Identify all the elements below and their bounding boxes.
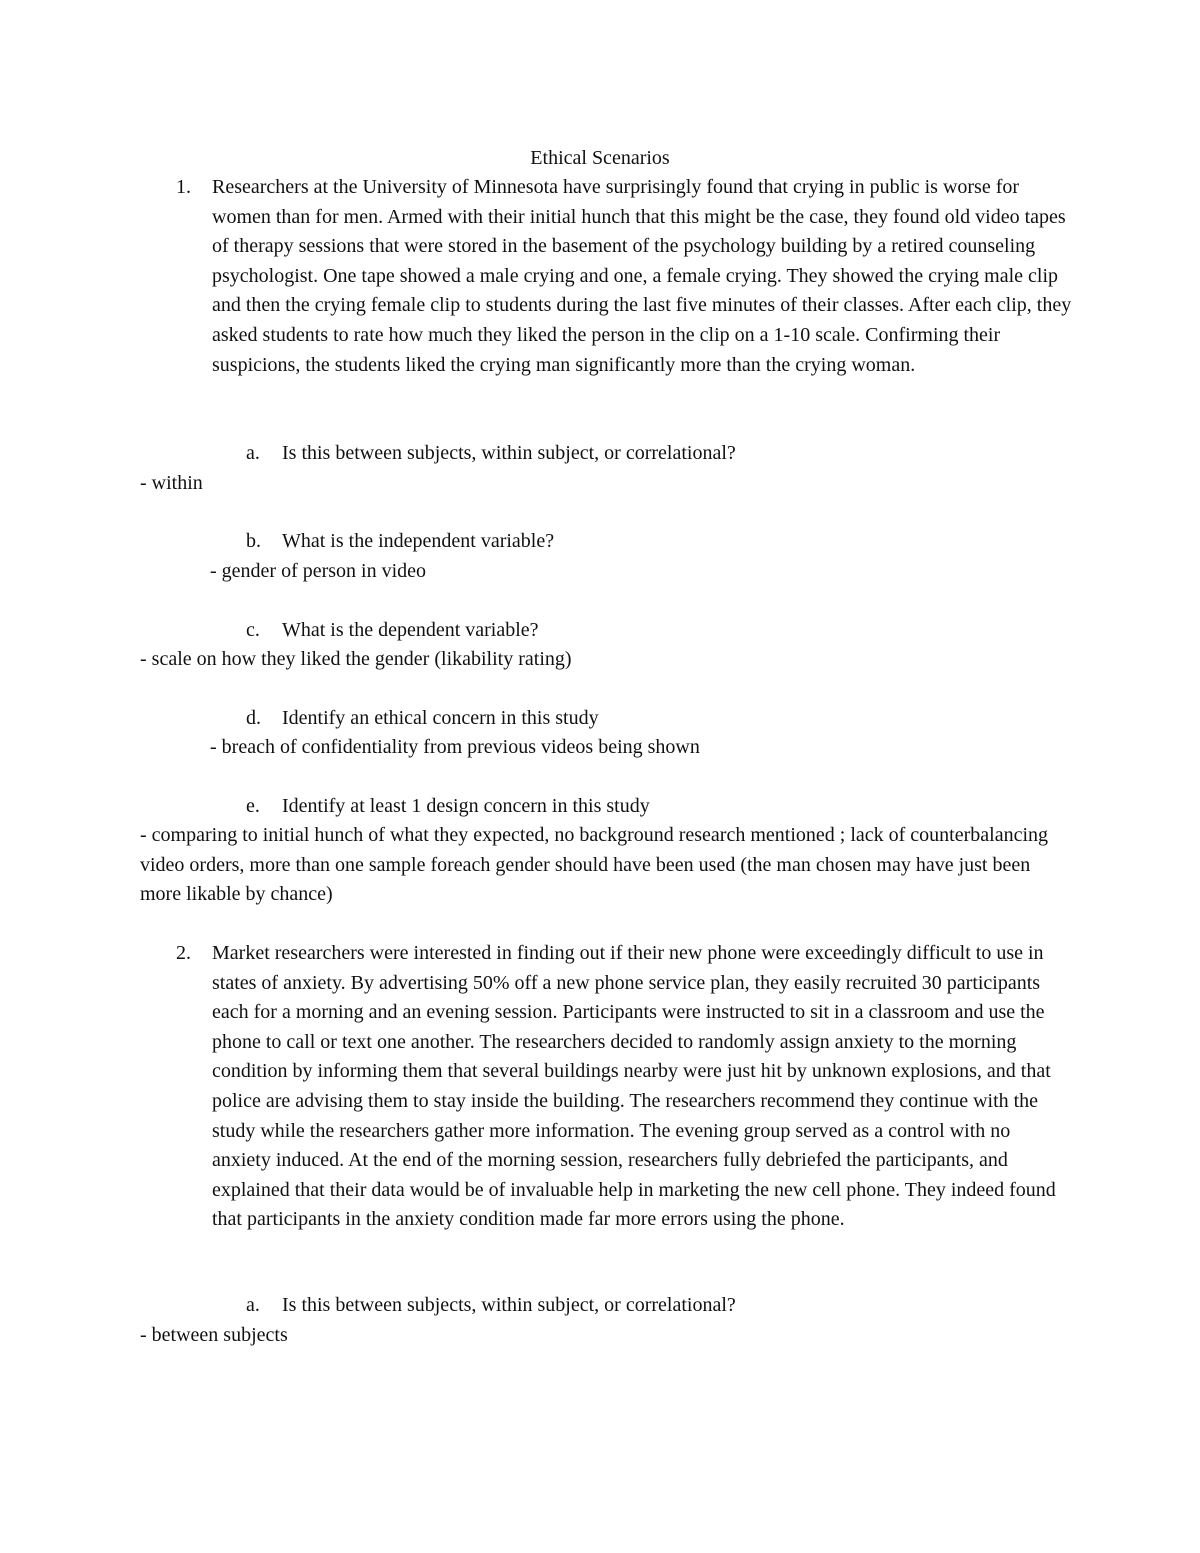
answer-1a: - within [140,472,203,494]
subquestion-text: What is the dependent variable? [282,619,539,641]
subquestion-letter: d. [246,707,261,729]
document-title: Ethical Scenarios [530,147,670,169]
subquestion-1e [0,792,1200,822]
answer-1c: - scale on how they liked the gender (likability rating) [140,648,572,670]
subquestion-2a [0,1291,1200,1321]
question-number: 1. [176,176,191,198]
subquestion-letter: a. [246,442,260,464]
subquestion-1c [0,616,1200,646]
answer-1d: - breach of confidentiality from previous videos being shown [210,736,700,758]
subquestion-text: What is the independent variable? [282,530,555,552]
subquestion-1d [0,704,1200,734]
subquestion-1b [0,527,1200,557]
subquestion-letter: e. [246,795,260,817]
subquestion-letter: a. [246,1294,260,1316]
subquestion-text: Identify at least 1 design concern in this study [282,795,650,817]
answer-1e: - comparing to initial hunch of what they expected, no background research mentioned ; lack of counterbalancing video orders, more than one sample foreach gender should have been used (the man chosen may have just been more likable by chance) [140,824,1049,906]
answer-1b: - gender of person in video [210,560,427,582]
question-text: Market researchers were interested in finding out if their new phone were exceedingly difficult to use in states of anxiety. By advertising 50% off a new phone service plan, they easily recruited 30 participants each for a morning and an evening session. Participants were instructed to sit in a classroom and use the phone to call or text one another. The researchers decided to randomly assign anxiety to the morning condition by informing them that several buildings nearby were just hit by unknown explosions, and that police are advising them to stay inside the building. The researchers recommend they continue with the study while the researchers gather more information. The evening group served as a control with no anxiety induced. At the end of the morning session, researchers fully debriefed the participants, and explained that their data would be of invaluable help in marketing the new cell phone. They indeed found that participants in the anxiety condition made far more errors using the phone. [212,942,1056,1231]
answer-2a: - between subjects [140,1324,288,1346]
subquestion-letter: b. [246,530,261,552]
subquestion-text: Identify an ethical concern in this study [282,707,599,729]
subquestion-1a [0,439,1200,469]
question-text: Researchers at the University of Minnesota have surprisingly found that crying in public is worse for women than for men. Armed with their initial hunch that this might be the case, they found old video tapes of therapy sessions that were stored in the basement of the psychology building by a retired counseling psychologist. One tape showed a male crying and one, a female crying. They showed the crying male clip and then the crying female clip to students during the last five minutes of their classes. After each clip, they asked students to rate how much they liked the person in the clip on a 1-10 scale. Confirming their suspicions, the students liked the crying man significantly more than the crying woman. [212,176,1072,376]
subquestion-text: Is this between subjects, within subject, or correlational? [282,442,736,464]
question-number: 2. [176,942,191,964]
subquestion-text: Is this between subjects, within subject, or correlational? [282,1294,736,1316]
subquestion-letter: c. [246,619,260,641]
